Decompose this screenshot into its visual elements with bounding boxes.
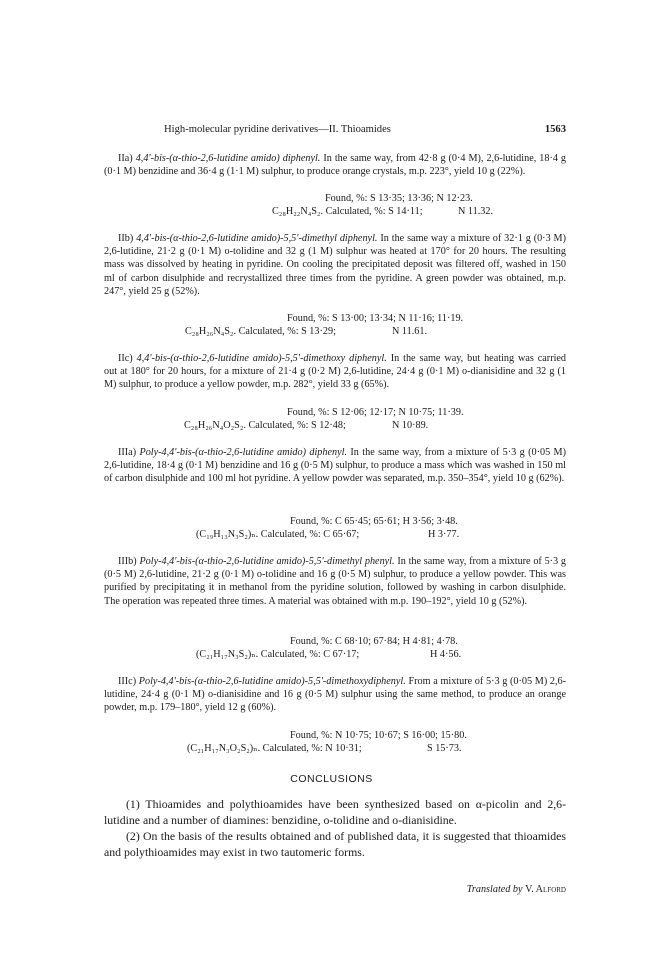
translator-name: V. Alford (525, 884, 566, 895)
found-values: Found, %: S 12·06; 12·17; N 10·75; 11·39. (287, 407, 464, 418)
compound-name: Poly-4,4'-bis-(α-thio-2,6-lutidine amido) diphenyl. (139, 447, 348, 458)
running-header (104, 124, 566, 138)
procedure-text: In the same way, from a mixture of 5·3 g (0·05 M) 2,6-lutidine, 18·4 g (0·1 M) benzidine and 16 g (0·5 M) sulphur, to produce a mass which was washed in 150 ml of carbon disulphide and 100 ml hot pyridine. A yellow powder was separated, m.p. 350–354°, yield 10 g (62%). (104, 447, 567, 485)
section-label: IIc) (118, 353, 133, 364)
calculated-extra: N 11.61. (392, 326, 427, 337)
found-values: Found, %: S 13·35; 13·36; N 12·23. (325, 193, 473, 204)
section-label: IIa) (118, 153, 133, 164)
calculated-extra: H 4·56. (430, 649, 462, 660)
procedure-paragraph (104, 446, 566, 486)
found-values: Found, %: C 65·45; 65·61; H 3·56; 3·48. (290, 516, 458, 527)
calculated-extra: H 3·77. (428, 529, 460, 540)
page-number: 1563 (544, 124, 566, 135)
conclusion-item: (2) On the basis of the results obtained and of published data, it is suggested that thioamides and polythioamides may exist in two tautomeric forms. (104, 829, 566, 859)
found-values: Found, %: N 10·75; 10·67; S 16·00; 15·80. (290, 730, 467, 741)
section-label: IIIb) (118, 556, 137, 567)
calculated-extra: N 10·89. (392, 420, 429, 431)
calculated-values: C₂₈H₂₂N₄S₂. Calculated, %: S 14·11; (272, 206, 423, 217)
calculated-values: (C₂₁H₁₇N₃S₂)ₙ. Calculated, %: C 67·17; (196, 649, 360, 660)
procedure-paragraph (104, 152, 566, 178)
calculated-values: (C₁₉H₁₃N₃S₂)ₙ. Calculated, %: C 65·67; (196, 529, 360, 540)
running-title: High-molecular pyridine derivatives—II. Thioamides (164, 124, 391, 135)
compound-name: Poly-4,4'-bis-(α-thio-2,6-lutidine amido)-5,5'-dimethyl phenyl. (139, 556, 395, 567)
compound-name: Poly-4,4'-bis-(α-thio-2,6-lutidine amido)-5,5'-dimethoxydiphenyl. (138, 676, 406, 687)
procedure-text: In the same way a mixture of 32·1 g (0·3 M) 2,6-lutidine, 21·2 g (0·1 M) o-tolidine and 32 g (1 M) sulphur was heated at 170° for 20 hours. The resulting mass was dissolved by heating in pyridine. On cooling the precipitated deposit was filtered off, washed in 150 ml of carbon disulphide and recrystallized three times from the pyridine. A green powder was obtained, m.p. 247°, yield 25 g (52%). (104, 233, 567, 297)
procedure-text: In the same way, from a mixture of 5·3 g (0·5 M) 2,6-lutidine, 21·2 g (0·1 M) o-tolidine and 16 g (0·5 M) sulphur, to produce a yellow powder. This was purified by precipitating it in methanol from the pyridine solution, followed by washing in carbon disulphide. The operation was repeated three times. A material was obtained with m.p. 190–192°, yield 10 g (52%). (104, 556, 567, 607)
section-label: IIb) (118, 233, 134, 244)
found-values: Found, %: S 13·00; 13·34; N 11·16; 11·19. (287, 313, 464, 324)
calculated-values: C₂₈H₂₆N₄S₂. Calculated, %: S 13·29; (185, 326, 336, 337)
procedure-paragraph (104, 352, 566, 392)
procedure-text: In the same way, but heating was carried out at 180° for 20 hours, for a mixture of 21·4 g (0·2 M) 2,6-lutidine, 24·4 g (0·1 M) o-dianisidine and 32 g (1 M) sulphur, to produce a yellow powder, m.p. 282°, yield 33 g (65%). (104, 353, 567, 391)
calculated-values: C₂₈H₂₆N₄O₂S₂. Calculated, %: S 12·48; (184, 420, 346, 431)
conclusions-heading: CONCLUSIONS (290, 773, 373, 785)
found-values: Found, %: C 68·10; 67·84; H 4·81; 4·78. (290, 636, 458, 647)
procedure-text: In the same way, from 42·8 g (0·4 M), 2,6-lutidine, 18·4 g (0·1 M) benzidine and 36·4 g (1·1 M) sulphur, to produce orange crystals, m.p. 223°, yield 10 g (22%). (104, 153, 566, 178)
section-label: IIIc) (118, 676, 137, 687)
translator-credit (467, 884, 566, 895)
procedure-text: From a mixture of 5·3 g (0·05 M) 2,6-lutidine, 24·4 g (0·1 M) o-dianisidine and 16 g (0·5 M) sulphur using the same method, to produce an orange powder, m.p. 179–180°, yield 12 g (60%). (104, 676, 567, 714)
compound-name: 4,4'-bis-(α-thio-2,6-lutidine amido)-5,5'-dimethyl diphenyl. (136, 233, 378, 244)
conclusion-item: (1) Thioamides and polythioamides have been synthesized based on α-picolin and 2,6-lutidine and a number of diamines: benzidine, o-tolidine and o-dianisidine. (104, 797, 566, 827)
procedure-paragraph (104, 555, 566, 608)
procedure-paragraph (104, 675, 566, 715)
compound-name: 4,4'-bis-(α-thio-2,6-lutidine amido) diphenyl. (135, 153, 321, 164)
procedure-paragraph (104, 232, 566, 298)
section-label: IIIa) (118, 447, 137, 458)
calculated-extra: S 15·73. (427, 743, 462, 754)
calculated-values: (C₂₁H₁₇N₃O₂S₂)ₙ. Calculated, %: N 10·31; (187, 743, 362, 754)
translator-prefix: Translated by (466, 884, 523, 895)
calculated-extra: N 11.32. (458, 206, 493, 217)
compound-name: 4,4'-bis-(α-thio-2,6-lutidine amido)-5,5'-dimethoxy diphenyl. (136, 353, 387, 364)
